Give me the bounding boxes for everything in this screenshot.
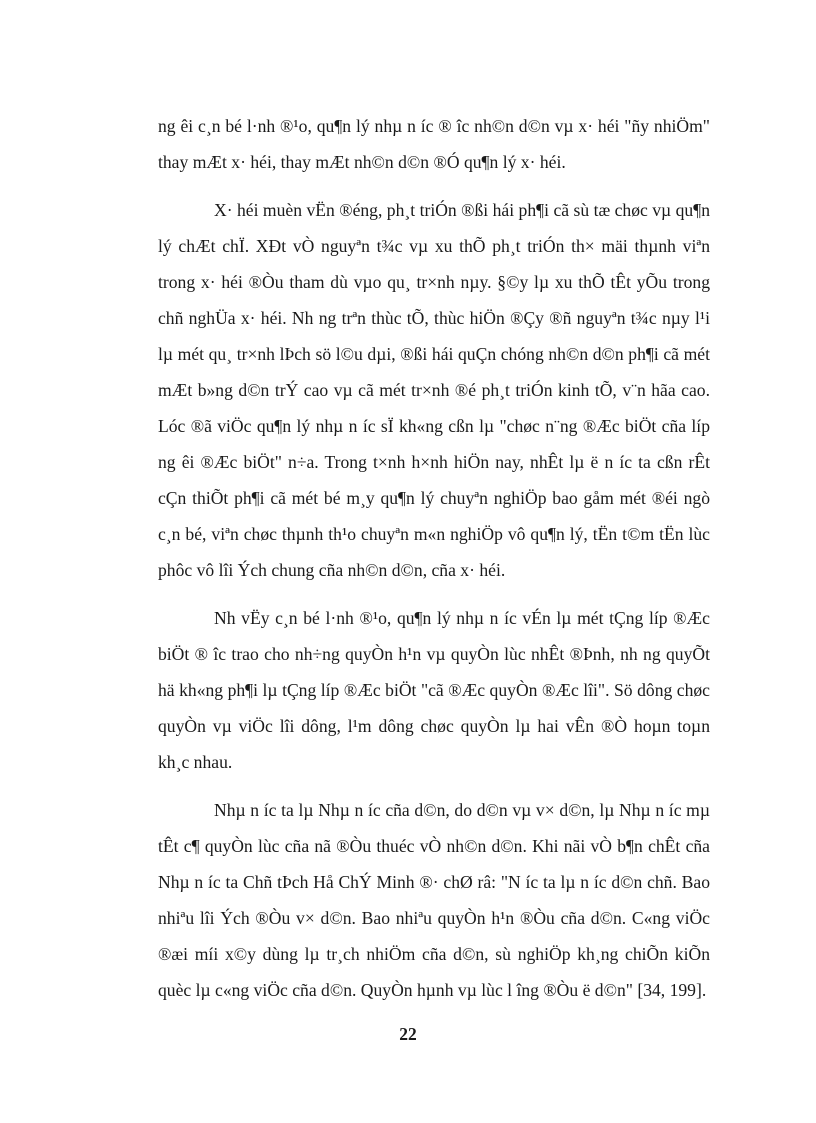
body-text — [158, 108, 710, 1008]
paragraph-1: ng êi c¸n bé l·nh ®¹o, qu¶n lý nhµ n íc ® îc nh©n d©n vµ x· héi "ñy nhiÖm" thay mÆt x· héi, thay mÆt nh©n d©n ®Ó qu¶n lý x· héi. — [158, 116, 710, 172]
page-number: 22 — [399, 1024, 417, 1044]
paragraph-3: Nh vËy c¸n bé l·nh ®¹o, qu¶n lý nhµ n íc vÉn lµ mét tÇng líp ®Æc biÖt ® îc trao cho nh÷ng quyÒn h¹n vµ quyÒn lùc nhÊt ®Þnh, nh ng quyÕt hä kh«ng ph¶i lµ tÇng líp ®Æc biÖt "cã ®Æc quyÒn ®Æc lîi". Sö dông chøc quyÒn vµ viÖc lîi dông, l¹m dông chøc quyÒn lµ hai vÊn ®Ò hoµn toµn kh¸c nhau. — [158, 608, 710, 772]
paragraph-2: X· héi muèn vËn ®éng, ph¸t triÓn ®ßi hái ph¶i cã sù tæ chøc vµ qu¶n lý chÆt chÏ. XÐt vÒ nguyªn t¾c vµ xu thÕ ph¸t triÓn th× mäi thµnh viªn trong x· héi ®Òu tham dù vµo qu¸ tr×nh nµy. §©y lµ xu thÕ tÊt yÕu trong chñ nghÜa x· héi. Nh ng trªn thùc tÕ, thùc hiÖn ®Çy ®ñ nguyªn t¾c nµy l¹i lµ mét qu¸ tr×nh lÞch sö l©u dµi, ®ßi hái quÇn chóng nh©n d©n ph¶i cã mét mÆt b»ng d©n trÝ cao vµ cã mét tr×nh ®é ph¸t triÓn kinh tÕ, v¨n hãa cao. Lóc ®ã viÖc qu¶n lý nhµ n íc sÏ kh«ng cßn lµ "chøc n¨ng ®Æc biÖt cña líp ng êi ®Æc biÖt" n÷a. Trong t×nh h×nh hiÖn nay, nhÊt lµ ë n íc ta cßn rÊt cÇn thiÕt ph¶i cã mét bé m¸y qu¶n lý chuyªn nghiÖp bao gåm mét ®éi ngò c¸n bé, viªn chøc thµnh th¹o chuyªn m«n nghiÖp vô qu¶n lý, tËn t©m tËn lùc phôc vô lîi Ých chung cña nh©n d©n, cña x· héi. — [158, 200, 710, 580]
paragraph-4: Nhµ n íc ta lµ Nhµ n íc cña d©n, do d©n vµ v× d©n, lµ Nhµ n íc mµ tÊt c¶ quyÒn lùc cña nã ®Òu thuéc vÒ nh©n d©n. Khi nãi vÒ b¶n chÊt cña Nhµ n íc ta Chñ tÞch Hå ChÝ Minh ®· chØ râ: "N íc ta lµ n íc d©n chñ. Bao nhiªu lîi Ých ®Òu v× d©n. Bao nhiªu quyÒn h¹n ®Òu cña d©n. C«ng viÖc ®æi míi x©y dùng lµ tr¸ch nhiÖm cña d©n, sù nghiÖp kh¸ng chiÕn kiÕn quèc lµ c«ng viÖc cña d©n. QuyÒn hµnh vµ lùc l îng ®Òu ë d©n" [34, 199]. — [158, 800, 710, 1000]
